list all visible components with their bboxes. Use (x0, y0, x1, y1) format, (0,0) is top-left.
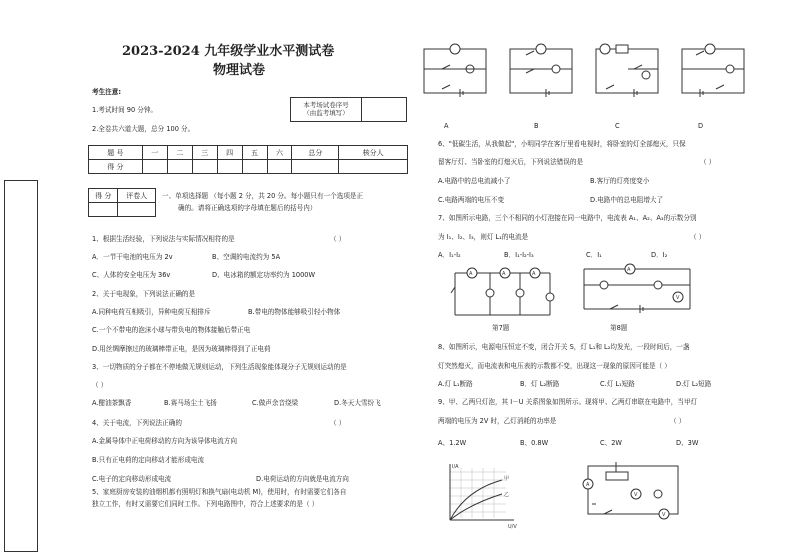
svg-text:V: V (634, 492, 638, 498)
score-header-2: 二 (167, 146, 192, 160)
q4-option-c: C.电子的定向移动形成电流 (92, 475, 172, 483)
q1-option-a: A．一节干电池的电压为 2v (92, 253, 173, 261)
q8-option-c: C.灯 L₁短路 (600, 380, 635, 388)
fig8-caption: 第8题 (610, 324, 628, 332)
svg-text:V: V (662, 512, 666, 518)
score-header-7: 总分 (292, 146, 339, 160)
q5-circuit-figures (420, 45, 780, 105)
exam-title: 2023-2024 九年级学业水平测试卷 (122, 44, 335, 59)
score-cell-7[interactable] (292, 160, 339, 174)
q9-option-d: D、3W (676, 439, 699, 447)
q1-option-b: B、空调的电流约为 5A (212, 253, 281, 261)
q6-option-b: B.客厅的灯亮度变小 (590, 177, 650, 185)
q4-stem: 4、关于电流，下列说法正确的 (92, 419, 182, 427)
q5-fig-label-c: C (615, 122, 620, 130)
score-cell-8[interactable] (339, 160, 408, 174)
q3-option-c: C.做声余音绕梁 (252, 399, 299, 407)
q5-line2: 独立工作，有时又需要它们同时工作。下列电路图中，符合上述要求的是（ ） (92, 500, 319, 508)
q4-answer-paren[interactable]: （ ） (330, 419, 346, 427)
notice-line1: 1.考试时间 90 分钟。 (92, 106, 158, 114)
q1-option-d: D、电冰箱的额定功率约为 1000W (212, 271, 316, 279)
score-header-0: 题 号 (89, 146, 143, 160)
fig8-circuit (580, 263, 695, 323)
q3-option-d: D.冬天大雪纷飞 (334, 399, 381, 407)
section1-line2: 确的。请将正确选项的字母填在题后的括号内） (178, 204, 317, 212)
exam-subtitle: 物理试卷 (213, 63, 266, 78)
q4-option-b: B.只有正电荷的定向移动才能形成电流 (92, 456, 205, 464)
seat-line2: （由监考填写） (303, 108, 349, 117)
score-cell-3[interactable] (192, 160, 217, 174)
q6-option-c: C.电路两端的电压不变 (438, 196, 505, 204)
q7-line2: 为 I₁、I₂、I₃，则灯 L₁的电流是 (438, 233, 529, 241)
q3-option-a: A.酣油茶飘香 (92, 399, 132, 407)
q2-option-b: B.带电的物体能够吸引轻小物体 (248, 308, 341, 316)
q3-stem: 3、一切物质的分子都在不停地做无规则运动，下列生活现象能体现分子无规则运动的是 (92, 363, 347, 371)
svg-text:V: V (676, 295, 680, 301)
q2-option-d: D.用丝绸摩擦过的玻璃棒带正电，是因为玻璃棒得到了正电荷 (92, 345, 271, 353)
q6-line1: 6、"低碳生活，从我做起"，小明同学在客厅里看电视时，将卧室的灯全部熄灭，只保 (438, 140, 686, 148)
iu-graph (436, 460, 526, 530)
q4-option-a: A.金属导体中正电荷移动的方向为该导体电流方向 (92, 437, 237, 445)
grader-score-label: 得 分 (89, 189, 118, 203)
q8-option-b: B．灯 L₂断路 (520, 380, 560, 388)
q6-option-d: D.电路中的总电阻增大了 (590, 196, 664, 204)
q7-option-c: C．I₁ (586, 251, 602, 259)
q8-option-d: D.灯 L₂短路 (676, 380, 712, 388)
q7-answer-paren[interactable]: （ ） (690, 233, 706, 241)
score-header-1: 一 (142, 146, 167, 160)
grader-table (88, 188, 156, 217)
q3-option-b: B.赛马场尘土飞扬 (164, 399, 217, 407)
score-header-6: 六 (267, 146, 292, 160)
q9-line1: 9、甲、乙两只灯泡，其 I－U 关系图象如图所示。现将甲、乙两灯串联在电路中，当甲灯 (438, 398, 698, 406)
score-header-8: 核分人 (339, 146, 408, 160)
score-header-5: 五 (242, 146, 267, 160)
q7-option-d: D．I₂ (651, 251, 668, 259)
binding-margin (4, 180, 38, 552)
grader-score-field[interactable] (89, 203, 118, 217)
svg-text:A: A (627, 267, 631, 273)
svg-text:A: A (532, 271, 536, 277)
score-cell-5[interactable] (242, 160, 267, 174)
score-cell-2[interactable] (167, 160, 192, 174)
graph-xlabel: U/V (508, 524, 517, 530)
q9-answer-paren[interactable]: （ ） (670, 417, 686, 425)
q7-line1: 7、如图所示电路，三个不相同的小灯泡接在同一电路中，电流表 A₁、A₂、A₃的示数分别 (438, 214, 697, 222)
q2-option-a: A.同种电荷互相吸引，异种电荷互相排斥 (92, 308, 211, 316)
q1-answer-paren[interactable]: （ ） (330, 235, 346, 243)
svg-text:A: A (469, 271, 473, 277)
score-table (88, 145, 408, 174)
q2-stem: 2、关于电现象，下列说法正确的是 (92, 290, 196, 298)
score-row-label: 得 分 (89, 160, 143, 174)
notice-head: 考生注意: (92, 88, 122, 96)
q6-option-a: A.电路中的总电流减小了 (438, 177, 511, 185)
seat-line1: 本考场试卷序号 (303, 100, 349, 109)
score-cell-1[interactable] (142, 160, 167, 174)
fig7-circuit (450, 263, 560, 323)
q6-line2: 留客厅灯、当卧室的灯熄灭后，下列说法错误的是 (438, 158, 584, 166)
q8-option-a: A.灯 L₁断路 (438, 380, 473, 388)
q7-option-a: A．I₁-I₂ (438, 251, 461, 259)
svg-text:A: A (502, 271, 506, 277)
score-header-4: 四 (217, 146, 242, 160)
svg-text:A: A (586, 482, 590, 488)
graph-ylabel: I/A (452, 464, 459, 470)
q5-fig-label-d: D (698, 122, 704, 130)
q8-line2: 灯突然熄灭，而电流表和电压表的示数都不变，出现这一现象的原因可能是（ ） (438, 362, 671, 370)
seat-number-box (290, 97, 407, 122)
section1-line1: 一、单项选择题 （每小题 2 分，共 20 分。每小题只有一个选项是正 (162, 192, 364, 200)
score-cell-6[interactable] (267, 160, 292, 174)
q7-option-b: B．I₁-I₂-I₃ (504, 251, 534, 259)
bottom-right-circuit (578, 458, 688, 528)
grader-label: 评卷人 (118, 189, 156, 203)
q3-answer-paren[interactable]: （ ） (92, 381, 108, 389)
q6-answer-paren[interactable]: （ ） (700, 158, 716, 166)
q5-line1: 5、家庭厨房安装的油烟机都有照明灯和换气扇(电动机 M)，使用时，有时需要它们各自 (92, 488, 347, 496)
fig7-caption: 第7题 (492, 324, 510, 332)
score-header-3: 三 (192, 146, 217, 160)
q8-line1: 8、如图所示，电源电压恒定不变，闭合开关 S，灯 L₁和 L₂均发光，一段时间后，一盏 (438, 343, 690, 351)
graph-series-yi: 乙 (504, 492, 510, 498)
notice-line2: 2.全卷共六道大题，总分 100 分。 (92, 125, 195, 133)
q5-fig-label-a: A (444, 122, 449, 130)
grader-name-field[interactable] (118, 203, 156, 217)
q9-line2: 两端的电压为 2V 时，乙灯消耗的功率是 (438, 417, 557, 425)
q5-fig-label-b: B (534, 122, 539, 130)
q2-option-c: C.一个不带电的泡沫小球与带负电的物体接触后带正电 (92, 326, 251, 334)
score-cell-4[interactable] (217, 160, 242, 174)
q9-option-c: C、2W (600, 439, 622, 447)
q1-stem: 1、根据生活经验，下列说法与实际情况相符的是 (92, 235, 235, 243)
graph-series-jia: 甲 (504, 476, 510, 482)
seat-number-field[interactable] (362, 98, 407, 122)
q9-option-a: A、1.2W (438, 439, 467, 447)
q1-option-c: C、人体的安全电压为 36v (92, 271, 171, 279)
q9-option-b: B、0.8W (520, 439, 549, 447)
q4-option-d: D.电荷运动的方向就是电流方向 (256, 475, 349, 483)
